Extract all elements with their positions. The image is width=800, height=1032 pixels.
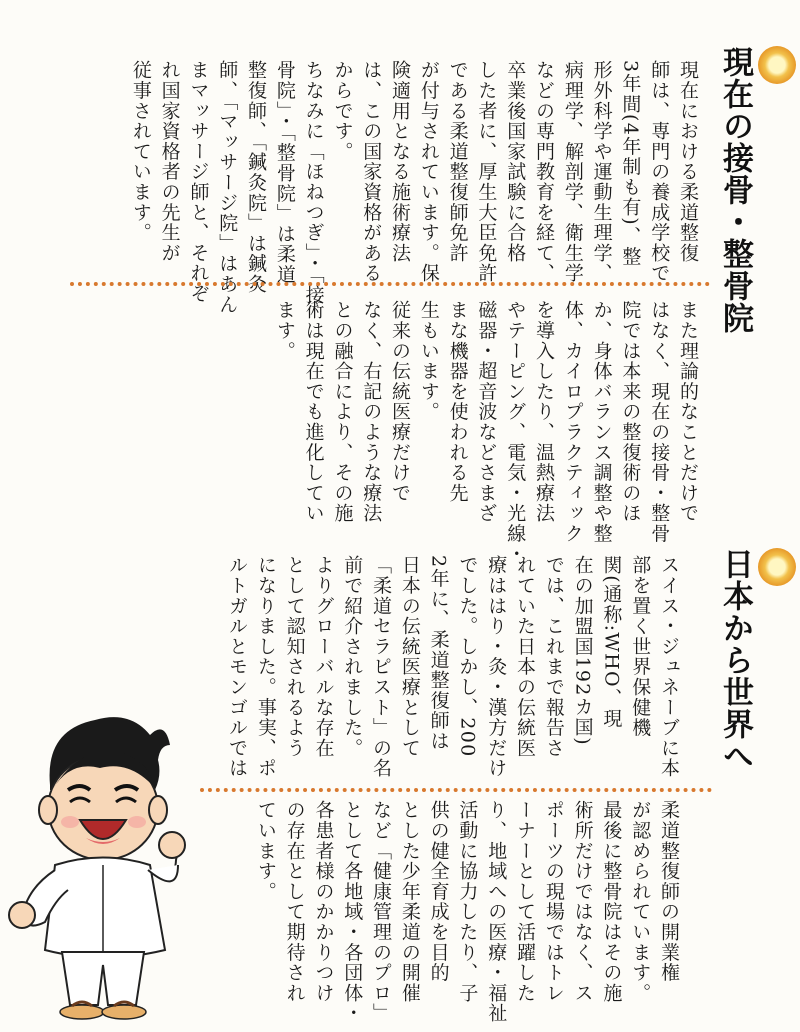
dotted-divider <box>70 282 710 286</box>
dotted-divider <box>200 788 712 792</box>
sun-bullet-icon <box>758 46 796 84</box>
text-block-modern-treatments: また理論的なことだけで はなく、現在の接骨・整骨 院では本来の整復術のほ か、身体バランス調整や整 体、カイロプラクティック を導入したり、温熱療法 やテーピング、電気・光線・ 磁器・超音波などさまざ まな機器を使われる先 生もいます。 従来の伝統医療だけで なく、右記のような療法 との融合により、その施 術は現在でも進化してい ます。 <box>273 300 699 564</box>
smiling-practitioner-illustration <box>0 690 200 1030</box>
section-heading-current-clinics <box>713 46 796 334</box>
text-block-who-recognition: スイス・ジュネーブに本 部を置く世界保健機 関(通称:WHO、現 在の加盟国192カ国) では、これまで報告さ れていた日本の伝統医 療ははり・灸・漢方だけ でした。しかし、200 2年に、柔道整復師は 日本の伝統医療として 「柔道セラピスト」の名 前で紹介されました。 よりグローバルな存在 として認知されるよう になりました。事実、ポ ルトガルとモンゴルでは <box>226 555 680 779</box>
sun-bullet-icon <box>758 548 796 586</box>
section-title: 現在の接骨・整骨院 <box>717 46 753 334</box>
text-block-community-role: 柔道整復師の開業権 が認められています。 最後に整骨院はその施 術所だけではなく、ス ポーツの現場ではトレ ーナーとして活躍した り、地域への医療・福祉 活動に協力したり、子 供の健全育成を目的 とした少年柔道の開催 など「健康管理のプロ」 として各地域・各団体・ 各患者様のかかりつけ の存在として期待され ています。 <box>254 800 680 1024</box>
section-title: 日本から世界へ <box>717 548 753 772</box>
text-block-qualifications: 現在における柔道整復 師は、専門の養成学校で 3年間(4年制も有)、整 形外科学や運動生理学、 病理学、解剖学、衛生学 などの専門教育を経て、 卒業後国家試験に合格 した者に、厚生大臣免許 である柔道整復師免許 が付与されています。保 険適用となる施術療法 は、この国家資格がある からです。 ちなみに「ほねつぎ」・「接 骨院」・「整骨院」は柔道 整復師、「鍼灸院」は鍼灸 師、「マッサージ院」はあん まマッサージ師と、それぞ れ国家資格者の先生が 従事されています。 <box>129 60 699 315</box>
section-heading-japan-to-world <box>713 548 796 772</box>
